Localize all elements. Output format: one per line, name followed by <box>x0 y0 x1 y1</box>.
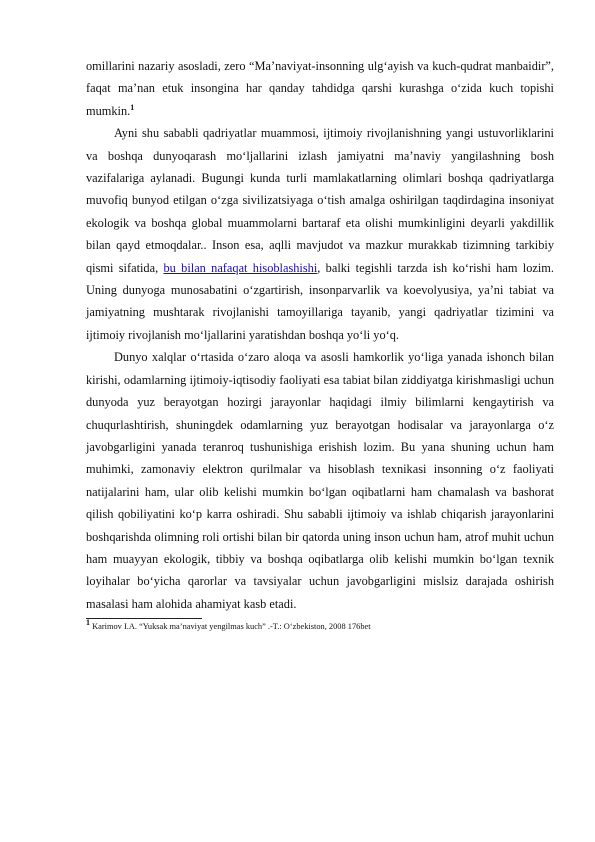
paragraph-1 <box>86 0 554 122</box>
paragraph-1-text: omillarini nazariy asosladi, zero “Ma’naviyat-insonning ulg‘ayish va kuch-qudrat manbaidir”, faqat ma’nan etuk insongina har qanday tahdidga qarshi kurashga o‘zida kuch topishi mumkin. <box>86 59 554 118</box>
document-page <box>86 0 554 633</box>
paragraph-3 <box>86 346 554 615</box>
footnote-reference[interactable]: 1 <box>130 102 135 112</box>
footnote-separator <box>86 618 202 619</box>
paragraph-3-text: Dunyo xalqlar o‘rtasida o‘zaro aloqa va asosli hamkorlik yo‘liga yanada ishonch bilan kirishi, odamlarning ijtimoiy-iqtisodiy faoliyati esa tabiat bilan ziddiyatga kirishmasligi uchun dunyoda yuz berayotgan hozirgi jarayonlar haqidagi ilmiy bilimlarni kengaytirish va chuqurlashtirish, shuningdek odamlarning yuz berayotgan hodisalar va jarayonlarga o‘z javobgarligini yanada teranroq tushunishiga erishish lozim. Bu yana shuning uchun ham muhimki, zamonaviy elektron qurilmalar va hisoblash texnikasi insonning o‘z faoliyati natijalarini ham, ular olib kelishi mumkin bo‘lgan oqibatlarni ham chamalash va bashorat qilish qobiliyatini ko‘p karra oshiradi. Shu sababli ijtimoiy va ishlab chiqarish jarayonlarini boshqarishda olimning roli ortishi bilan bir qatorda uning inson uchun ham, atrof muhit uchun ham muayyan ekologik, tibbiy va boshqa oqibatlarga olib kelishi mumkin bo‘lgan texnik loyihalar bo‘yicha qarorlar va tavsiyalar uchun javobgarligini mislsiz darajada oshirish masalasi ham alohida ahamiyat kasb etadi. <box>86 350 554 611</box>
footnote-number: 1 <box>86 618 90 628</box>
paragraph-2 <box>86 122 554 346</box>
paragraph-2-text-start: Ayni shu sababli qadriyatlar muammosi, ijtimoiy rivojlanishning yangi ustuvorliklarini va boshqa dunyoqarash mo‘ljallarini izlash jamiyatni ma’naviy yangilashning bosh vazifalariga aylanadi. Bugungi kunda turli mamlakatlarning olimlari boshqa qadriyatlarga muvofiq bunyod etilgan o‘zga sivilizatsiyaga o‘tish amalga oshirilgan taqdirdagina insoniyat ekologik va boshqa global muammolarni bartaraf eta olishi mumkinligini deyarli yakdillik bilan qayd etmoqdalar.. Inson esa, aqlli mavjudot va mazkur murakkab tizimning tarkibiy qismi sifatida, <box>86 126 554 275</box>
footnote <box>86 618 554 633</box>
footnote-text: Karimov I.A. “Yuksak ma’naviyat yengilmas kuch” .-T.: O‘zbekiston, 2008 176bet <box>90 622 371 632</box>
paragraph-2-text-end: , balki tegishli tarzda ish ko‘rishi ham lozim. Uning dunyoga munosabatini o‘zgartirish, insonparvarlik va koevolyusiya, ya’ni tabiat va jamiyatning mushtarak rivojlanishi tamoyillariga tayanib, yangi qadriyatlar tizimini va ijtimoiy rivojlanish mo‘ljallarini yaratishdan boshqa yo‘li yo‘q. <box>86 260 554 342</box>
hyperlink-hisoblashishi[interactable]: bu bilan nafaqat hisoblashishi <box>163 260 318 275</box>
